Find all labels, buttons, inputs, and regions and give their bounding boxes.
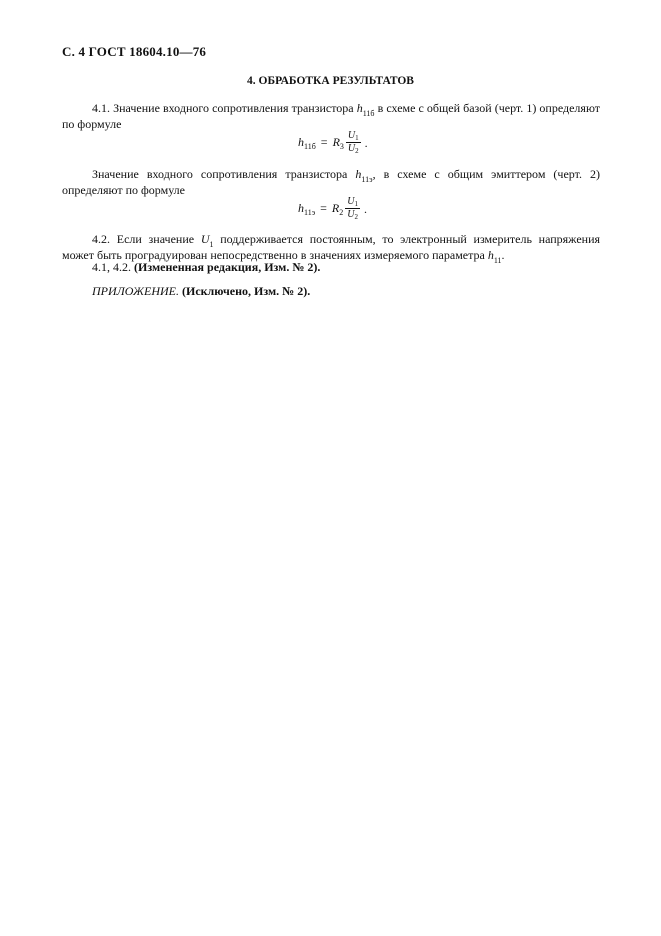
formula-fraction xyxy=(346,130,361,155)
formula-resistor-subscript: 3 xyxy=(339,142,344,151)
equals-sign: = xyxy=(320,201,327,215)
symbol-h: h xyxy=(356,101,363,115)
paragraph-text: Значение входного сопротивления транзистора xyxy=(92,167,356,181)
fraction-numerator xyxy=(345,196,360,208)
page-header: С. 4 ГОСТ 18604.10—76 xyxy=(62,44,207,59)
appendix-label: ПРИЛОЖЕНИЕ. xyxy=(92,284,179,298)
numerator-symbol: U xyxy=(347,196,355,207)
paragraph-text: . xyxy=(501,248,505,262)
fraction-numerator xyxy=(346,130,361,142)
symbol-h: h xyxy=(355,167,362,181)
fraction-denominator xyxy=(345,209,360,221)
formula-resistor: R xyxy=(332,135,340,149)
paragraph-text: , в схеме с общим эмиттером (черт. 2) определяют по формуле xyxy=(62,167,600,197)
paragraph-text: 4.2. Если значение xyxy=(92,232,201,246)
formula-h11b xyxy=(298,130,368,155)
formula-resistor: R xyxy=(331,201,340,215)
fraction-denominator xyxy=(346,143,361,155)
symbol-u: U xyxy=(200,232,210,246)
revision-note-prefix: 4.1, 4.2. xyxy=(92,260,134,274)
formula-fraction xyxy=(345,196,360,221)
paragraph-text: в схеме с общей базой (черт. 1) определяют по формуле xyxy=(62,101,600,131)
denominator-subscript: 2 xyxy=(355,147,359,155)
symbol-subscript: 1 xyxy=(209,240,214,249)
formula-lhs-subscript: 11э xyxy=(304,208,316,217)
revision-note xyxy=(62,260,600,274)
denominator-symbol: U xyxy=(347,209,355,220)
formula-period: . xyxy=(364,136,368,150)
numerator-subscript: 1 xyxy=(354,200,358,208)
denominator-subscript: 2 xyxy=(354,213,358,221)
symbol-h: h xyxy=(487,248,494,262)
symbol-subscript: 11б xyxy=(362,109,375,118)
revision-note-bold: (Измененная редакция, Изм. № 2). xyxy=(134,260,321,274)
numerator-symbol: U xyxy=(347,130,356,141)
paragraph-text: поддерживается постоянным, то электронный измеритель напряжения может быть проградуирован непосредственно в значениях измеряемого параметра xyxy=(62,232,601,262)
formula-lhs: h xyxy=(298,201,304,215)
section-title: 4. ОБРАБОТКА РЕЗУЛЬТАТОВ xyxy=(247,75,414,87)
symbol-subscript: 11 xyxy=(493,256,502,265)
symbol-subscript: 11э xyxy=(361,175,373,184)
numerator-subscript: 1 xyxy=(355,134,359,142)
formula-lhs: h xyxy=(298,135,304,149)
formula-lhs-subscript: 11б xyxy=(304,142,316,151)
paragraph-4-1-emitter xyxy=(62,167,600,197)
formula-resistor-subscript: 2 xyxy=(339,208,344,217)
formula-period: . xyxy=(364,202,367,216)
appendix-status: (Исключено, Изм. № 2). xyxy=(178,284,311,298)
appendix-note xyxy=(62,284,600,298)
paragraph-text: 4.1. Значение входного сопротивления транзистора xyxy=(92,101,357,115)
denominator-symbol: U xyxy=(347,143,356,154)
formula-h11e xyxy=(298,196,367,221)
paragraph-4-1 xyxy=(62,101,600,131)
equals-sign: = xyxy=(320,135,328,149)
